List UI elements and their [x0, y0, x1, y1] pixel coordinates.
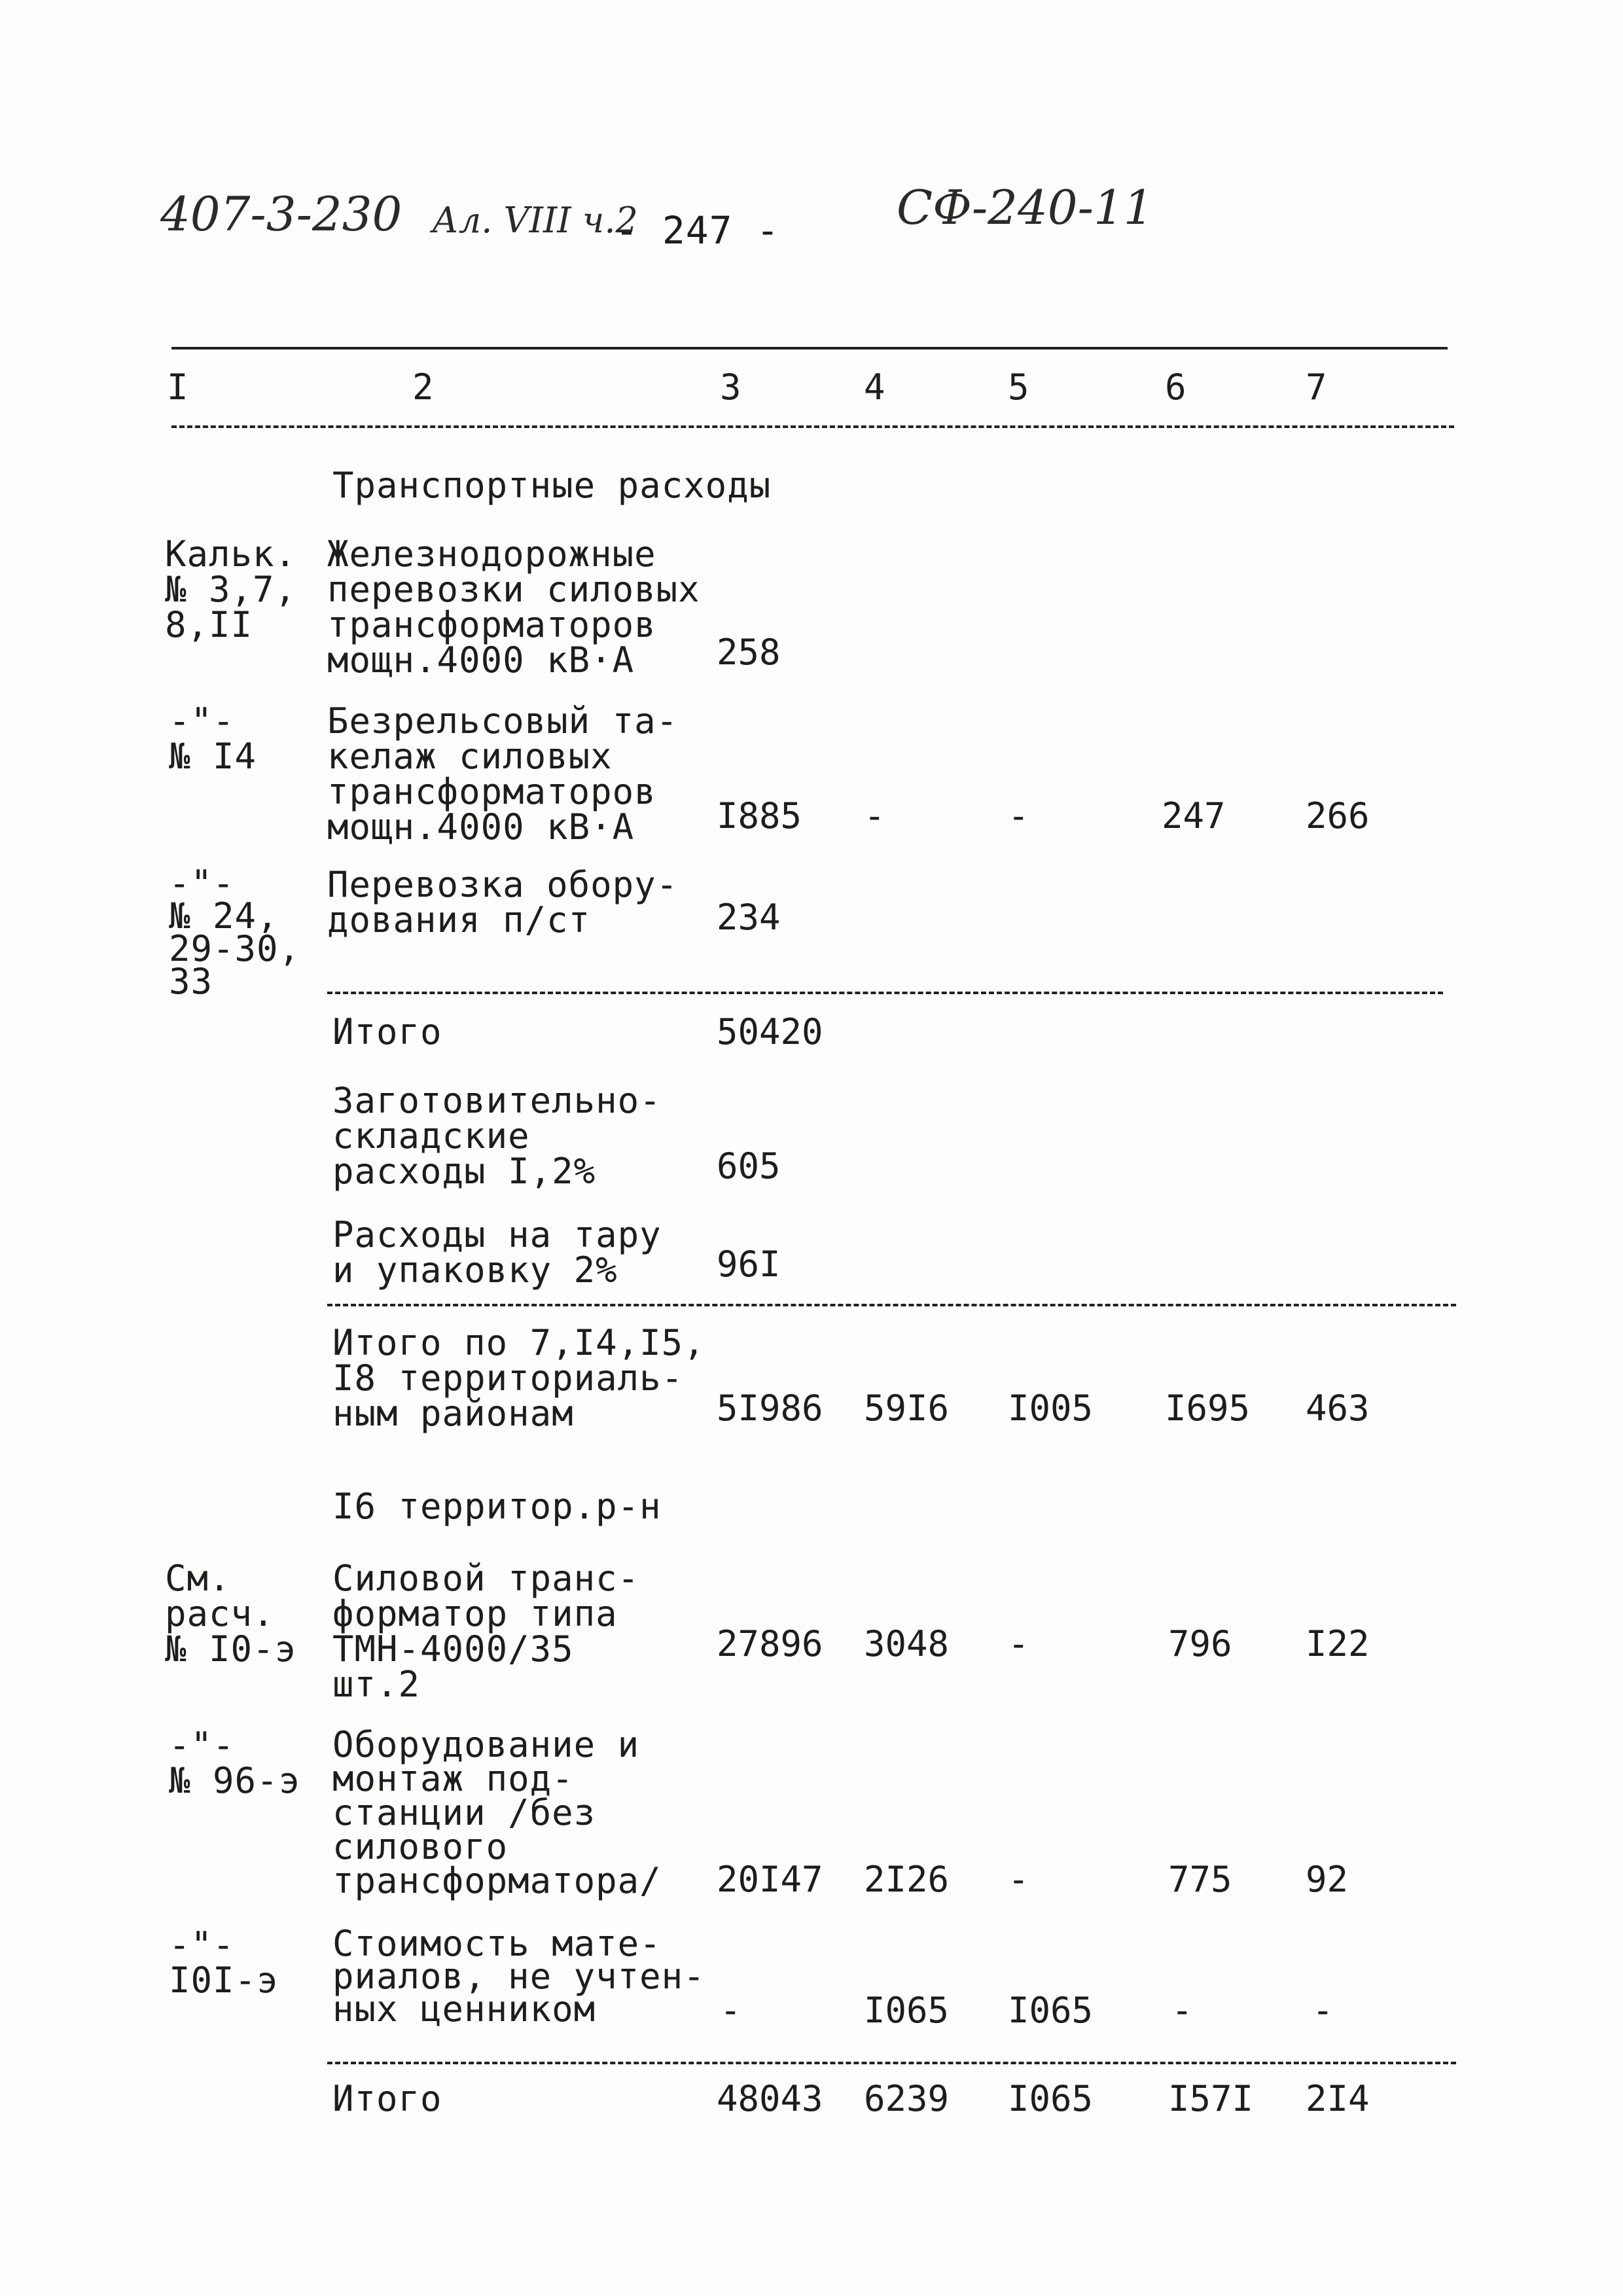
row-5-desc: Заготовительно- складские расходы I,2% [332, 1080, 662, 1192]
row-11-ref: -"- I0I-э [169, 1924, 279, 2001]
row-7-c7: 463 [1306, 1388, 1370, 1429]
row-4-desc: Итого [332, 1011, 442, 1052]
col-header-2: 2 [412, 367, 434, 408]
row-7-desc: Итого по 7,I4,I5, I8 территориаль- ным районам [332, 1322, 705, 1434]
col-header-6: 6 [1165, 367, 1186, 408]
row-9-ref: См. расч. № I0-э [165, 1558, 297, 1670]
row-9-c3: 27896 [717, 1623, 823, 1664]
row-1-c3: 258 [717, 632, 781, 673]
row-6-c3: 96I [717, 1244, 781, 1285]
row-10-c7: 92 [1306, 1859, 1349, 1900]
subtotal-rule-3 [327, 2062, 1456, 2064]
row-9-desc: Силовой транс- форматор типа ТМН-4000/35 шт.2 [332, 1558, 640, 1705]
row-12-c6: I57I [1168, 2078, 1254, 2119]
row-4-c3: 50420 [717, 1011, 823, 1052]
section-title-transport: Транспортные расходы [332, 465, 772, 506]
row-11-c6: - [1171, 1990, 1193, 2031]
col-header-3: 3 [720, 367, 741, 408]
row-2-ref: -"- № I4 [169, 700, 257, 777]
row-12-c3: 48043 [717, 2078, 823, 2119]
row-10-c5: - [1008, 1859, 1029, 1900]
col-header-4: 4 [864, 367, 885, 408]
row-10-c3: 20I47 [717, 1859, 823, 1900]
album-label: Ал. VIII ч.2 [432, 200, 638, 241]
row-10-ref: -"- № 96-э [169, 1725, 301, 1801]
section-title-region-16: I6 территор.р-н [332, 1486, 662, 1527]
row-3-c3: 234 [717, 897, 781, 938]
row-1-ref: Кальк. № 3,7, 8,II [165, 533, 297, 645]
sheet-code: СФ-240-11 [897, 180, 1154, 235]
row-12-c5: I065 [1008, 2078, 1094, 2119]
row-6-desc: Расходы на тару и упаковку 2% [332, 1214, 662, 1291]
col-header-7: 7 [1306, 367, 1327, 408]
row-7-c6: I695 [1165, 1388, 1251, 1429]
col-header-1: I [167, 367, 188, 408]
row-7-c4: 59I6 [864, 1388, 950, 1429]
row-2-c6: 247 [1162, 795, 1226, 836]
row-10-desc: Оборудование и монтаж под- станции /без силового трансформатора/ [332, 1724, 662, 1901]
row-11-c7: - [1312, 1990, 1334, 2031]
row-3-ref: -"- № 24, 29-30, 33 [169, 863, 301, 1002]
row-11-c4: I065 [864, 1990, 950, 2031]
row-11-c3: - [720, 1990, 741, 2031]
doc-code: 407-3-230 [160, 187, 402, 242]
header-rule-bottom [171, 425, 1454, 428]
row-7-c5: I005 [1008, 1388, 1094, 1429]
row-9-c7: I22 [1306, 1623, 1370, 1664]
row-7-c3: 5I986 [717, 1388, 823, 1429]
row-2-c7: 266 [1306, 795, 1370, 836]
row-9-c6: 796 [1168, 1623, 1232, 1664]
row-2-desc: Безрельсовый та- келаж силовых трансформаторов мощн.4000 кВ·А [327, 700, 679, 848]
header-rule-top [171, 347, 1448, 350]
page-number: - 247 - [615, 208, 780, 253]
row-1-desc: Железнодорожные перевозки силовых трансформаторов мощн.4000 кВ·А [327, 533, 700, 681]
row-9-c5: - [1008, 1623, 1029, 1664]
row-9-c4: 3048 [864, 1623, 950, 1664]
row-3-desc: Перевозка обору- дования п/ст [327, 864, 679, 941]
row-2-c5: - [1008, 795, 1029, 836]
subtotal-rule-1 [327, 992, 1443, 994]
row-10-c6: 775 [1168, 1859, 1232, 1900]
row-12-desc: Итого [332, 2078, 442, 2119]
row-12-c4: 6239 [864, 2078, 950, 2119]
row-2-c4: - [864, 795, 885, 836]
row-12-c7: 2I4 [1306, 2078, 1370, 2119]
row-2-c3: I885 [717, 795, 802, 836]
row-11-desc: Стоимость мате- риалов, не учтен- ных ценником [332, 1923, 705, 2030]
row-11-c5: I065 [1008, 1990, 1094, 2031]
col-header-5: 5 [1008, 367, 1029, 408]
row-10-c4: 2I26 [864, 1859, 950, 1900]
subtotal-rule-2 [327, 1304, 1456, 1306]
row-5-c3: 605 [717, 1145, 781, 1187]
